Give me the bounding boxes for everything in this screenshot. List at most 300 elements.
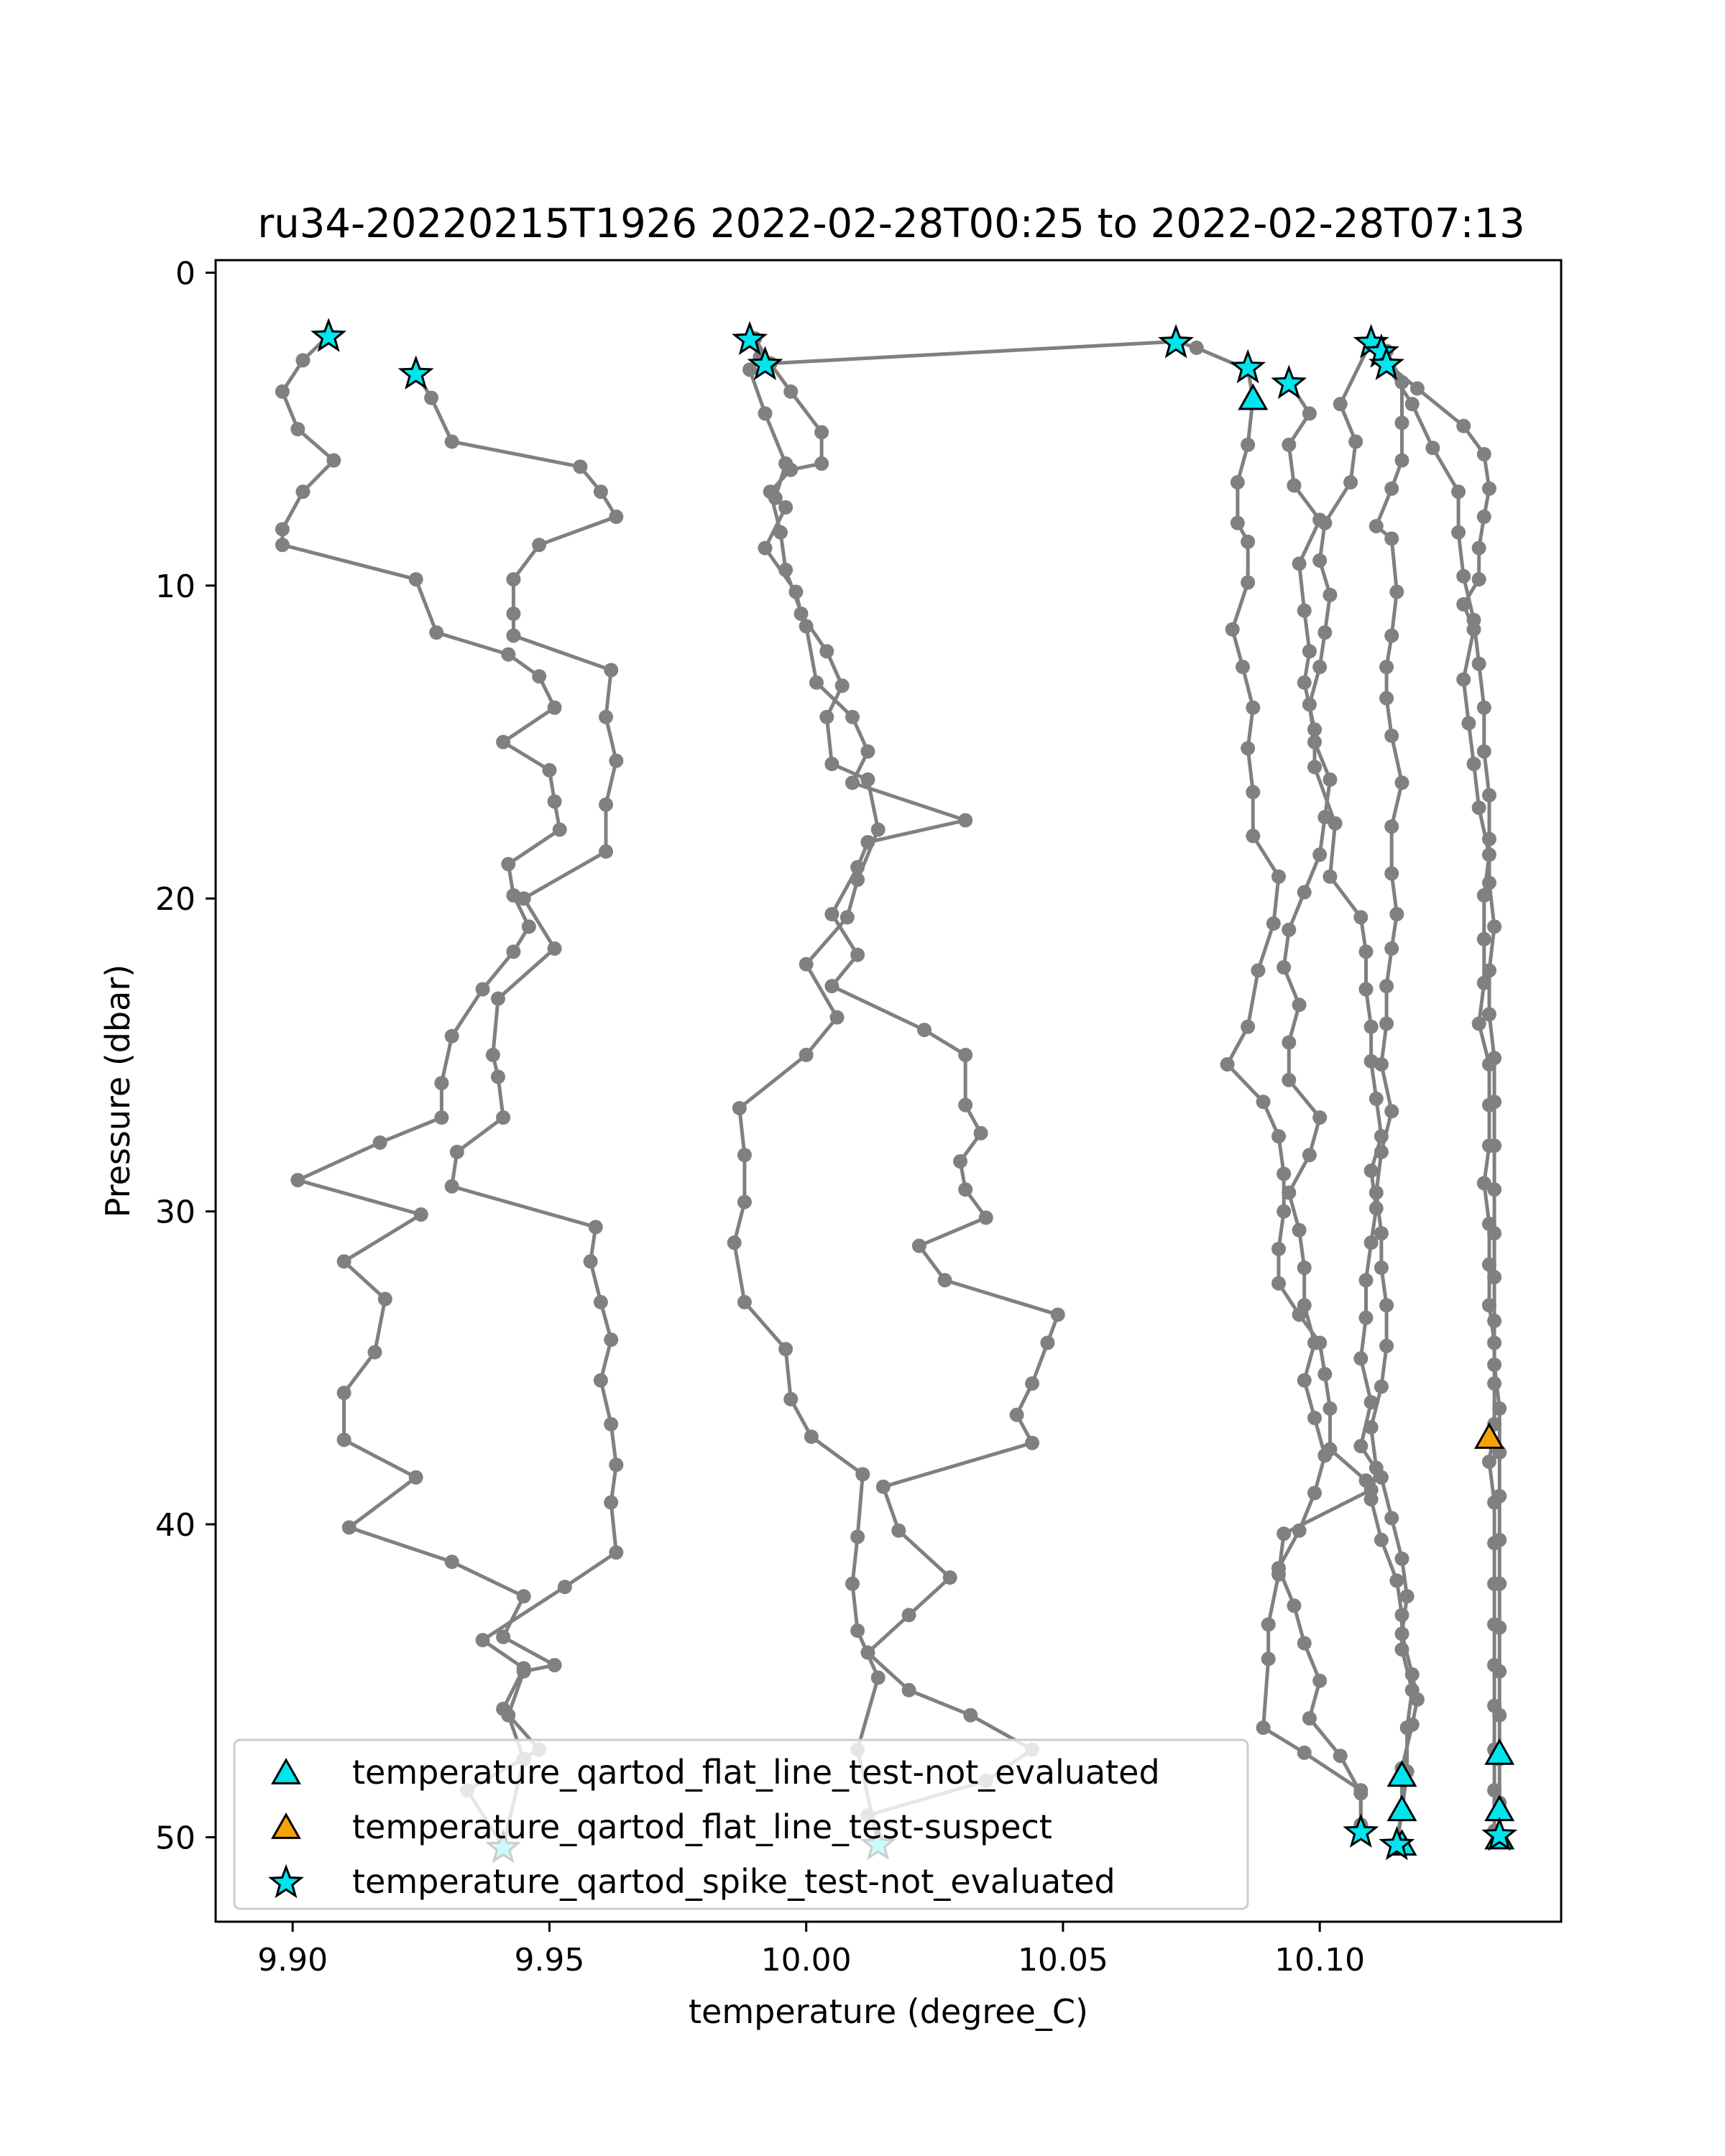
profile-point bbox=[1353, 910, 1368, 924]
profile-point bbox=[1236, 660, 1250, 674]
profile-point bbox=[1302, 1148, 1317, 1162]
profile-point bbox=[1317, 625, 1332, 640]
profile-point bbox=[1384, 482, 1399, 496]
profile-point bbox=[1472, 541, 1486, 556]
profile-point bbox=[1353, 1351, 1368, 1365]
profile-point bbox=[584, 1254, 598, 1268]
y-tick-label: 10 bbox=[155, 568, 196, 605]
profile-point bbox=[548, 794, 562, 808]
profile-point bbox=[1482, 963, 1496, 977]
profile-point bbox=[1297, 1746, 1312, 1760]
profile-point bbox=[1369, 1092, 1384, 1106]
profile-point bbox=[414, 1207, 428, 1222]
profile-point bbox=[1384, 729, 1399, 743]
profile-point bbox=[506, 572, 520, 586]
profile-point bbox=[809, 676, 824, 690]
profile-point bbox=[1241, 1020, 1255, 1034]
profile-point bbox=[445, 1179, 459, 1194]
profile-point bbox=[1482, 875, 1496, 890]
profile-point bbox=[1374, 1533, 1389, 1547]
profile-point bbox=[1261, 1651, 1276, 1666]
profile-point bbox=[1482, 482, 1496, 496]
profile-point bbox=[1467, 613, 1481, 627]
profile-point bbox=[445, 1554, 459, 1569]
profile-point bbox=[1246, 701, 1260, 715]
profile-point bbox=[1322, 588, 1337, 602]
profile-point bbox=[958, 1048, 972, 1062]
profile-point bbox=[871, 1670, 886, 1685]
profile-point bbox=[1395, 775, 1409, 790]
profile-point bbox=[860, 835, 875, 849]
profile-point bbox=[1358, 944, 1373, 959]
profile-point bbox=[958, 1098, 972, 1112]
profile-point bbox=[850, 1529, 865, 1544]
profile-point bbox=[737, 1295, 752, 1309]
profile-point bbox=[1384, 819, 1399, 834]
profile-point bbox=[1492, 1577, 1506, 1591]
profile-point bbox=[517, 891, 531, 906]
profile-point bbox=[1395, 453, 1409, 468]
profile-point bbox=[1302, 406, 1317, 420]
profile-point bbox=[476, 1633, 490, 1647]
profile-point bbox=[814, 425, 829, 439]
profile-point bbox=[1025, 1436, 1039, 1450]
profile-point bbox=[1487, 1358, 1501, 1372]
profile-point bbox=[1261, 1617, 1276, 1631]
profile-point bbox=[290, 422, 305, 436]
profile-point bbox=[573, 459, 587, 474]
profile-point bbox=[342, 1520, 356, 1534]
profile-point bbox=[835, 678, 850, 693]
profile-point bbox=[758, 406, 773, 420]
profile-point bbox=[1472, 657, 1486, 671]
profile-point bbox=[409, 572, 423, 586]
profile-point bbox=[1271, 870, 1286, 884]
profile-point bbox=[548, 941, 562, 956]
profile-point bbox=[1241, 438, 1255, 452]
profile-point bbox=[1271, 1129, 1286, 1143]
profile-point bbox=[1384, 532, 1399, 546]
profile-point bbox=[589, 1220, 603, 1234]
profile-point bbox=[845, 1577, 860, 1591]
profile-point bbox=[1384, 941, 1399, 956]
profile-point bbox=[1384, 1511, 1399, 1525]
legend-entry-1 bbox=[273, 1753, 1160, 1792]
profile-point bbox=[1477, 701, 1491, 715]
profile-point bbox=[434, 1110, 448, 1125]
profile-point bbox=[1276, 960, 1291, 975]
profile-point bbox=[1461, 716, 1476, 730]
profile-point bbox=[609, 1457, 623, 1472]
profile-point bbox=[424, 391, 438, 405]
x-tick-label: 10.00 bbox=[760, 1942, 852, 1978]
profile-point bbox=[1312, 553, 1327, 568]
profile-point bbox=[1492, 1533, 1506, 1547]
profile-point bbox=[599, 798, 613, 812]
profile-point bbox=[1492, 1621, 1506, 1635]
profile-point bbox=[1312, 1110, 1327, 1125]
profile-point bbox=[1343, 475, 1358, 489]
profile-point bbox=[824, 907, 839, 921]
profile-point bbox=[850, 860, 865, 875]
profile-point bbox=[486, 1048, 500, 1062]
profile-point bbox=[1379, 691, 1394, 706]
profile-point bbox=[501, 857, 515, 871]
profile-point bbox=[337, 1254, 351, 1268]
profile-point bbox=[337, 1386, 351, 1400]
profile-point bbox=[1220, 1057, 1235, 1072]
profile-point bbox=[819, 644, 834, 658]
profile-point bbox=[1297, 676, 1312, 690]
profile-point bbox=[1364, 1420, 1379, 1434]
profile-point bbox=[337, 1432, 351, 1447]
profile-point bbox=[1251, 963, 1265, 977]
profile-point bbox=[958, 813, 972, 827]
profile-point bbox=[830, 1010, 845, 1025]
profile-point bbox=[824, 979, 839, 993]
x-tick-label: 9.90 bbox=[257, 1942, 328, 1978]
profile-point bbox=[1271, 1242, 1286, 1256]
profile-point bbox=[1256, 1095, 1271, 1109]
profile-point bbox=[378, 1292, 392, 1307]
y-tick-label: 40 bbox=[155, 1507, 196, 1544]
profile-point bbox=[599, 710, 613, 724]
profile-point bbox=[1487, 1270, 1501, 1284]
profile-point bbox=[773, 525, 788, 540]
profile-point bbox=[1379, 979, 1394, 993]
profile-point bbox=[1384, 1104, 1399, 1118]
profile-point bbox=[609, 754, 623, 768]
profile-point bbox=[1282, 438, 1296, 452]
profile-point bbox=[1369, 1186, 1384, 1200]
profile-point bbox=[367, 1345, 382, 1360]
profile-point bbox=[778, 563, 793, 577]
profile-point bbox=[1312, 1674, 1327, 1688]
profile-point bbox=[604, 1496, 618, 1510]
profile-point bbox=[1389, 1573, 1404, 1588]
profile-point bbox=[409, 1470, 423, 1485]
y-tick-label: 20 bbox=[155, 881, 196, 918]
profile-point bbox=[1051, 1307, 1065, 1322]
profile-point bbox=[1292, 998, 1307, 1012]
profile-point bbox=[1369, 519, 1384, 533]
profile-point bbox=[1287, 478, 1301, 492]
profile-point bbox=[1395, 1642, 1409, 1657]
profile-point bbox=[1487, 1095, 1501, 1109]
profile-point bbox=[1282, 923, 1296, 937]
profile-point bbox=[1482, 788, 1496, 803]
profile-point bbox=[1297, 885, 1312, 900]
profile-point bbox=[1190, 341, 1204, 355]
profile-point bbox=[732, 1101, 747, 1115]
profile-point bbox=[1256, 1720, 1271, 1735]
profile-point bbox=[1374, 1057, 1389, 1072]
profile-point bbox=[850, 1623, 865, 1638]
profile-point bbox=[1456, 672, 1471, 686]
profile-point bbox=[912, 1239, 926, 1253]
profile-point bbox=[1425, 441, 1440, 455]
profile-point bbox=[1276, 1526, 1291, 1541]
profile-point bbox=[1322, 773, 1337, 787]
profile-point bbox=[1302, 644, 1317, 658]
profile-point bbox=[1487, 919, 1501, 934]
profile-point bbox=[1364, 1164, 1379, 1178]
profile-point bbox=[804, 1429, 819, 1444]
x-tick-label: 10.05 bbox=[1017, 1942, 1108, 1978]
profile-point bbox=[840, 910, 855, 924]
legend-label: temperature_qartod_flat_line_test-not_evaluated bbox=[352, 1753, 1160, 1792]
profile-point bbox=[1482, 831, 1496, 846]
profile-point bbox=[1322, 1401, 1337, 1416]
profile-point bbox=[824, 757, 839, 771]
profile-point bbox=[958, 1182, 972, 1197]
profile-point bbox=[974, 1126, 988, 1141]
profile-point bbox=[295, 353, 310, 367]
profile-point bbox=[1271, 1276, 1286, 1291]
profile-point bbox=[1395, 1552, 1409, 1566]
profile-point bbox=[1400, 1589, 1414, 1603]
profile-point bbox=[506, 628, 520, 642]
profile-point bbox=[1395, 1608, 1409, 1622]
profile-point bbox=[938, 1273, 952, 1287]
profile-point bbox=[532, 669, 546, 683]
profile-point bbox=[1395, 415, 1409, 430]
profile-point bbox=[496, 1110, 510, 1125]
profile-point bbox=[1297, 1298, 1312, 1312]
profile-point bbox=[1292, 1223, 1307, 1238]
profile-point bbox=[1374, 1261, 1389, 1275]
profile-point bbox=[496, 735, 510, 750]
profile-point bbox=[1364, 1492, 1379, 1506]
profile-point bbox=[1472, 572, 1486, 586]
profile-point bbox=[1307, 1336, 1322, 1350]
profile-point bbox=[476, 982, 490, 996]
profile-point bbox=[758, 541, 773, 556]
profile-point bbox=[491, 992, 505, 1006]
profile-point bbox=[1312, 660, 1327, 674]
profile-point bbox=[819, 710, 834, 724]
profile-point bbox=[1302, 697, 1317, 711]
profile-point bbox=[855, 1467, 870, 1481]
profile-point bbox=[1297, 1261, 1312, 1275]
profile-point bbox=[1241, 741, 1255, 755]
profile-point bbox=[1271, 1561, 1286, 1575]
profile-point bbox=[326, 453, 341, 468]
profile-point bbox=[429, 625, 443, 640]
profile-point bbox=[1353, 1786, 1368, 1800]
profile-point bbox=[737, 1148, 752, 1162]
profile-point bbox=[594, 484, 608, 499]
profile-point bbox=[599, 844, 613, 859]
profile-point bbox=[506, 607, 520, 621]
profile-point bbox=[1225, 622, 1240, 637]
profile-point bbox=[1487, 1226, 1501, 1240]
profile-point bbox=[548, 1658, 562, 1672]
y-tick-label: 0 bbox=[175, 255, 196, 292]
profile-point bbox=[1292, 1524, 1307, 1538]
profile-point bbox=[979, 1210, 993, 1225]
profile-point bbox=[1379, 660, 1394, 674]
profile-point bbox=[1487, 1051, 1501, 1065]
profile-point bbox=[1389, 585, 1404, 599]
profile-point bbox=[275, 522, 290, 536]
profile-point bbox=[783, 463, 798, 477]
profile-point bbox=[1405, 1683, 1420, 1697]
profile-point bbox=[1287, 1598, 1301, 1613]
profile-point bbox=[953, 1154, 967, 1169]
profile-point bbox=[1374, 1145, 1389, 1159]
profile-point bbox=[1492, 1664, 1506, 1679]
profile-point bbox=[275, 384, 290, 399]
profile-point bbox=[737, 1195, 752, 1210]
profile-point bbox=[1302, 1711, 1317, 1726]
profile-point bbox=[814, 456, 829, 471]
profile-point bbox=[1317, 516, 1332, 530]
profile-point bbox=[1477, 447, 1491, 461]
legend-label: temperature_qartod_spike_test-not_evaluated bbox=[352, 1862, 1116, 1901]
profile-point bbox=[1040, 1336, 1054, 1350]
profile-point bbox=[373, 1135, 387, 1150]
profile-point bbox=[876, 1480, 891, 1494]
profile-point bbox=[860, 1646, 875, 1660]
profile-point bbox=[1492, 1708, 1506, 1723]
profile-point bbox=[871, 822, 886, 837]
profile-point bbox=[450, 1145, 464, 1159]
profile-point bbox=[917, 1023, 932, 1037]
profile-point bbox=[763, 484, 778, 499]
profile-point bbox=[1317, 1448, 1332, 1462]
profile-point bbox=[727, 1235, 742, 1250]
profile-point bbox=[506, 944, 520, 959]
profile-point bbox=[1379, 1298, 1394, 1312]
profile-point bbox=[609, 1545, 623, 1560]
profile-point bbox=[1358, 1311, 1373, 1325]
profile-point bbox=[1451, 484, 1466, 499]
profile-point bbox=[783, 384, 798, 399]
profile-point bbox=[496, 1702, 510, 1716]
profile-point bbox=[1230, 516, 1245, 530]
profile-point bbox=[799, 957, 814, 972]
profile-point bbox=[1292, 556, 1307, 571]
profile-point bbox=[778, 500, 793, 515]
profile-point bbox=[1307, 1411, 1322, 1425]
profile-point bbox=[434, 1076, 448, 1090]
x-axis-label: temperature (degree_C) bbox=[689, 1992, 1088, 2031]
profile-point bbox=[1451, 525, 1466, 540]
profile-point bbox=[604, 1417, 618, 1432]
y-axis-label: Pressure (dbar) bbox=[98, 964, 137, 1218]
profile-point bbox=[1241, 535, 1255, 549]
profile-point bbox=[594, 1373, 608, 1388]
profile-point bbox=[778, 1342, 793, 1356]
profile-point bbox=[1307, 735, 1322, 750]
profile-point bbox=[902, 1608, 916, 1622]
profile-point bbox=[1282, 1073, 1296, 1087]
profile-point bbox=[845, 775, 860, 790]
profile-point bbox=[1389, 907, 1404, 921]
profile-point bbox=[1487, 1138, 1501, 1153]
profile-point bbox=[1410, 382, 1425, 396]
legend bbox=[234, 1740, 1248, 1909]
profile-point bbox=[445, 435, 459, 449]
profile-point bbox=[1379, 1016, 1394, 1031]
profile-point bbox=[1364, 1020, 1379, 1034]
profile-point bbox=[799, 1048, 814, 1062]
profile-point bbox=[799, 619, 814, 633]
y-tick-label: 30 bbox=[155, 1194, 196, 1231]
profile-point bbox=[1374, 1379, 1389, 1393]
x-tick-label: 9.95 bbox=[514, 1942, 585, 1978]
profile-point bbox=[1010, 1408, 1024, 1422]
profile-point bbox=[604, 1332, 618, 1347]
profile-point bbox=[1297, 1636, 1312, 1650]
legend-entry-2 bbox=[273, 1807, 1052, 1846]
profile-point bbox=[517, 1661, 531, 1675]
legend-entry-3 bbox=[271, 1862, 1116, 1901]
profile-point bbox=[1369, 1461, 1384, 1475]
profile-point bbox=[1276, 1166, 1291, 1181]
profile-point bbox=[558, 1580, 572, 1594]
profile-point bbox=[295, 484, 310, 499]
profile-point bbox=[1230, 475, 1245, 489]
profile-point bbox=[1348, 435, 1363, 449]
profile-point bbox=[275, 538, 290, 552]
profile-point bbox=[1307, 1485, 1322, 1500]
profile-point bbox=[1317, 810, 1332, 824]
profile-point bbox=[1467, 757, 1481, 771]
profile-point bbox=[860, 745, 875, 759]
profile-point bbox=[1477, 932, 1491, 946]
profile-point bbox=[1266, 916, 1281, 931]
profile-point bbox=[1312, 847, 1327, 862]
profile-point bbox=[1400, 1720, 1414, 1735]
legend-label: temperature_qartod_flat_line_test-suspect bbox=[352, 1807, 1052, 1846]
profile-point bbox=[1492, 1489, 1506, 1503]
profile-point bbox=[1276, 1204, 1291, 1219]
profile-point bbox=[1333, 1749, 1348, 1763]
profile-point bbox=[1384, 866, 1399, 880]
profile-point bbox=[1492, 1401, 1506, 1416]
profile-point bbox=[1307, 760, 1322, 774]
profile-point bbox=[1482, 1007, 1496, 1021]
profile-point bbox=[1477, 510, 1491, 524]
profile-point bbox=[532, 538, 546, 552]
profile-point bbox=[1246, 829, 1260, 843]
profile-point bbox=[850, 948, 865, 962]
profile-point bbox=[963, 1708, 978, 1723]
profile-point bbox=[290, 1173, 305, 1187]
profile-point bbox=[943, 1570, 957, 1585]
profile-point bbox=[491, 1069, 505, 1084]
profile-point bbox=[1282, 1186, 1296, 1200]
profile-point bbox=[1358, 982, 1373, 996]
chart-title: ru34-20220215T1926 2022-02-28T00:25 to 2022-02-28T07:13 bbox=[257, 201, 1525, 247]
profile-point bbox=[1025, 1376, 1039, 1391]
profile-point bbox=[604, 663, 618, 677]
profile-point bbox=[1246, 785, 1260, 799]
profile-point bbox=[553, 822, 567, 837]
profile-point bbox=[609, 510, 623, 524]
profile-point bbox=[1487, 1314, 1501, 1328]
profile-point bbox=[1282, 1036, 1296, 1050]
profile-point bbox=[783, 1392, 798, 1406]
profile-point bbox=[1297, 1373, 1312, 1388]
profile-point bbox=[902, 1683, 916, 1697]
profile-point bbox=[1297, 604, 1312, 618]
profile-point bbox=[542, 763, 556, 778]
profile-point bbox=[1317, 1367, 1332, 1381]
profile-point bbox=[1333, 397, 1348, 411]
